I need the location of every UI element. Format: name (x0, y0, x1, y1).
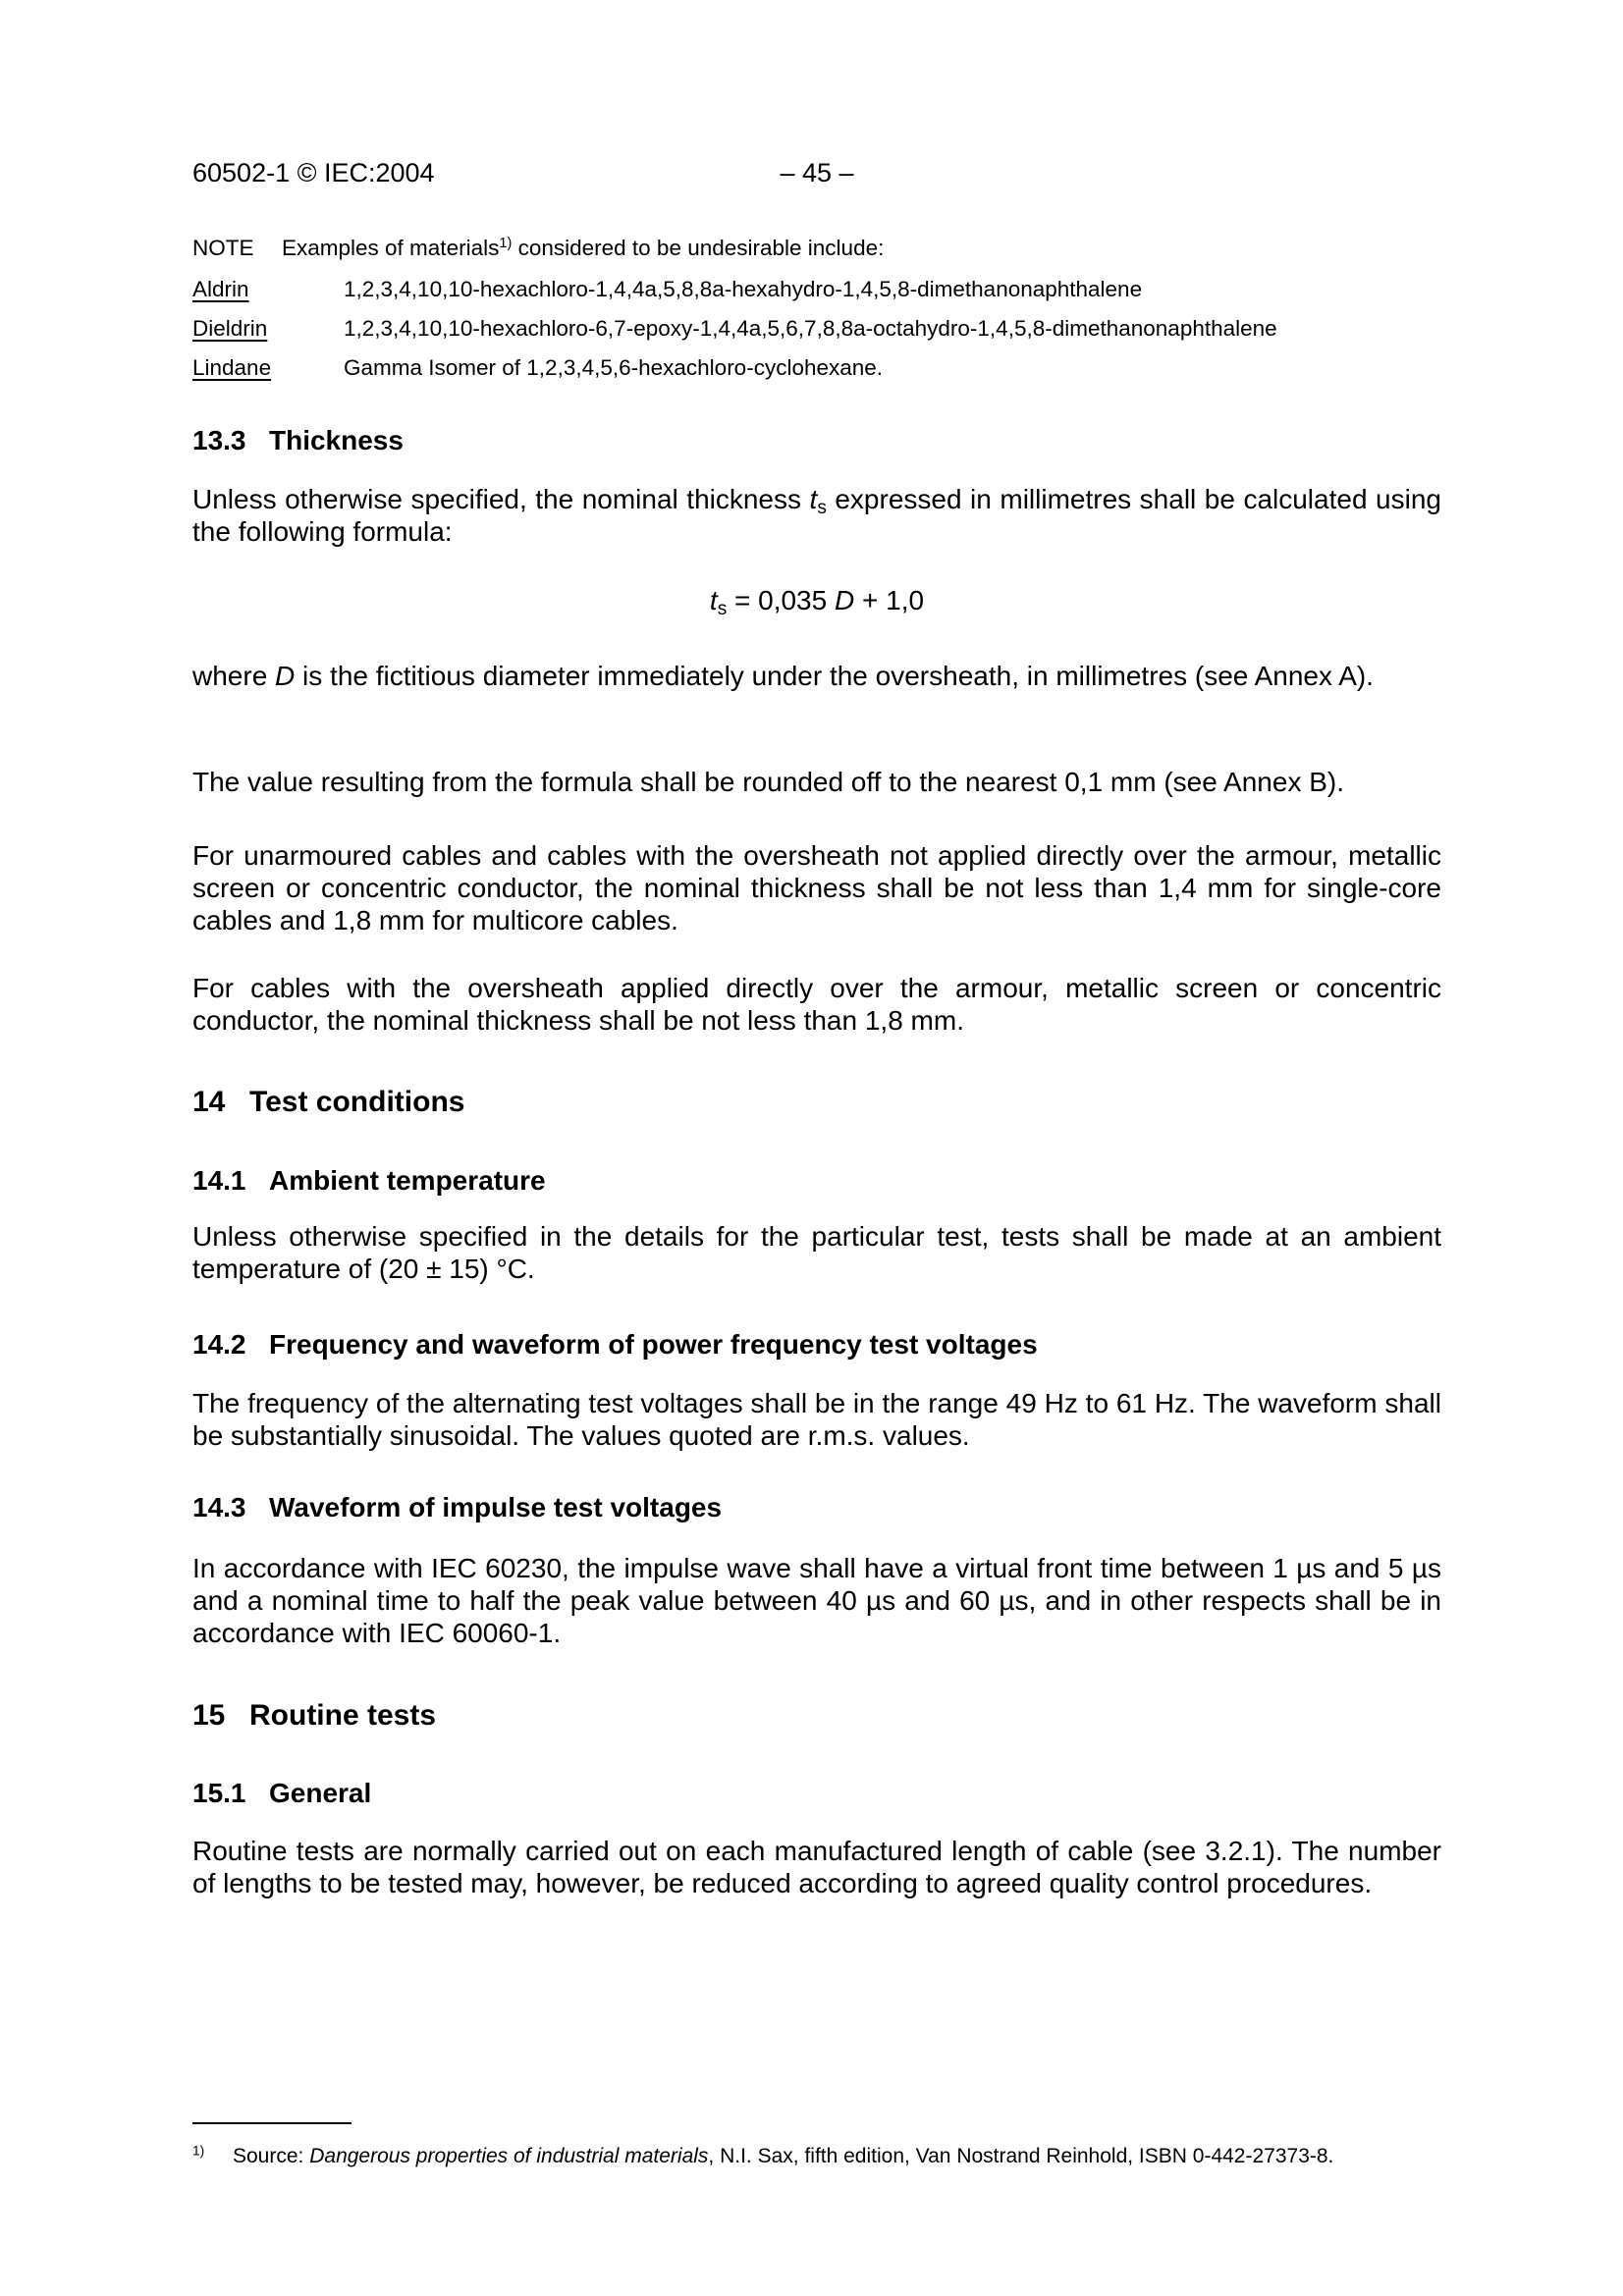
section-number: 15.1 (192, 1778, 246, 1808)
thickness-formula: $t_s = 0,035$ D + 1,0 (709, 585, 925, 619)
section-title: Thickness (269, 425, 404, 455)
symbol-t: t (709, 585, 718, 615)
paragraph-thickness-intro: Unless otherwise specified, the nominal thickness $t_s$ expressed in millimetres shall be calculated using the following formula: (192, 484, 1441, 547)
paragraph-where-d: where D is the fictitious diameter immediately under the oversheath, in millimetres (see Annex A). (192, 661, 1374, 691)
paragraph-routine-tests: Routine tests are normally carried out on each manufactured length of cable (see 3.2.1). The number of lengths to be tested may, however, be reduced according to agreed quality control procedures. (192, 1836, 1441, 1898)
symbol-d: D (834, 585, 855, 615)
section-title: Ambient temperature (269, 1165, 546, 1196)
section-title: Frequency and waveform of power frequency test voltages (269, 1329, 1038, 1360)
footnote (192, 2144, 1441, 2169)
material-term: Aldrin (192, 277, 249, 301)
clause-title: Routine tests (249, 1699, 437, 1732)
clause-title: Test conditions (249, 1086, 465, 1118)
symbol-d: D (275, 661, 296, 691)
material-term: Dieldrin (192, 316, 268, 341)
symbol-t: t (809, 484, 818, 514)
section-number: 13.3 (192, 425, 246, 455)
section-title: General (269, 1778, 372, 1808)
footnote-marker: 1) (192, 2143, 205, 2159)
footnote-reference-mark: 1) (499, 235, 513, 251)
document-reference: 60502-1 © IEC:2004 (192, 158, 435, 187)
paragraph-unarmoured-cables: For unarmoured cables and cables with the oversheath not applied directly over the armour, metallic screen or concentric conductor, the nominal thickness shall be not less than 1,4 mm for single-core cables and 1,8 mm for multicore cables. (192, 840, 1441, 935)
section-heading-14-1 (192, 1165, 1441, 1197)
clause-number: 15 (192, 1699, 226, 1732)
footnote-text: Source: Dangerous properties of industrial materials, N.I. Sax, fifth edition, Van Nostrand Reinhold, ISBN 0-442-27373-8. (233, 2145, 1334, 2167)
note-label: NOTE (192, 236, 254, 260)
clause-number: 14 (192, 1086, 226, 1118)
section-heading-13-3 (192, 425, 1441, 456)
paragraph-armoured-cables: For cables with the oversheath applied directly over the armour, metallic screen or concentric conductor, the nominal thickness shall be not less than 1,8 mm. (192, 973, 1441, 1036)
section-heading-14-2 (192, 1329, 1441, 1361)
paragraph-rounding: The value resulting from the formula shall be rounded off to the nearest 0,1 mm (see Annex B). (192, 767, 1345, 797)
section-heading-15-1 (192, 1778, 1441, 1809)
clause-heading-15 (192, 1699, 1441, 1733)
symbol-t-subscript: s (717, 598, 728, 619)
section-heading-14-3 (192, 1492, 1441, 1523)
footnote-book-title: Dangerous properties of industrial materials (309, 2145, 709, 2167)
material-definition: 1,2,3,4,10,10-hexachloro-6,7-epoxy-1,4,4a,5,6,7,8,8a-octahydro-1,4,5,8-dimethanonaphthalene (344, 316, 1277, 341)
section-number: 14.1 (192, 1165, 246, 1196)
material-definition: 1,2,3,4,10,10-hexachloro-1,4,4a,5,8,8a-hexahydro-1,4,5,8-dimethanonaphthalene (344, 277, 1143, 301)
note (192, 235, 1441, 261)
note-text-before: Examples of materials (282, 236, 500, 260)
symbol-t-subscript: s (817, 497, 827, 518)
page-header (192, 158, 1441, 187)
section-number: 14.2 (192, 1329, 246, 1360)
material-definition: Gamma Isomer of 1,2,3,4,5,6-hexachloro-cyclohexane. (344, 355, 884, 380)
paragraph-ambient-temperature: Unless otherwise specified in the details for the particular test, tests shall be made at an ambient temperature of (20 ± 15) °C. (192, 1221, 1441, 1284)
section-title: Waveform of impulse test voltages (269, 1492, 723, 1522)
material-item-dieldrin (192, 315, 1441, 342)
clause-heading-14 (192, 1086, 1441, 1119)
section-number: 14.3 (192, 1492, 246, 1522)
note-text-after: considered to be undesirable include: (512, 236, 885, 260)
page-number: – 45 – (780, 158, 854, 187)
paragraph-impulse-waveform: In accordance with IEC 60230, the impulse wave shall have a virtual front time between 1 µs and 5 µs and a nominal time to half the peak value between 40 µs and 60 µs, and in other respects shall be in accordance with IEC 60060-1. (192, 1553, 1441, 1648)
note-text (282, 235, 884, 261)
material-item-lindane (192, 354, 1441, 381)
material-term: Lindane (192, 355, 272, 380)
paragraph-frequency-waveform: The frequency of the alternating test voltages shall be in the range 49 Hz to 61 Hz. The waveform shall be substantially sinusoidal. The values quoted are r.m.s. values. (192, 1388, 1441, 1451)
footnote-separator (192, 2122, 352, 2124)
material-item-aldrin (192, 276, 1441, 302)
